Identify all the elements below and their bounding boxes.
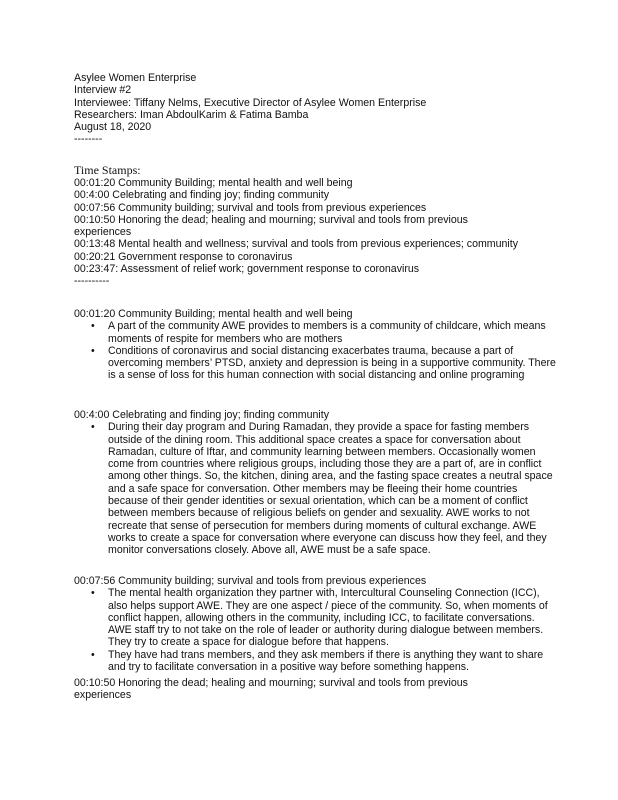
section-heading: 00:07:56 Community building; survival and tools from previous experiences [74,575,427,587]
interview-date: August 18, 2020 [74,121,152,134]
bullet-item: • During their day program and During Ramadan, they provide a space for fasting members outside of the dining room. This additional space creates a space for conversation about Ramadan, culture of Iftar, and community learning between members. Occasionally women come from countries where religious groups, including those they are a part of, are in conflict among other things. So, the kitchen, dining area, and the fasting space creates a neutral space and a safe space for conversation. Other members may be fleeing their home countries because of their gender identities or sexual orientation, which can be a moment of conflict between members because of religious beliefs on gender and sexuality. AWE works to not recreate that sense of persecution for members during moments of cultural exchange. AWE works to create a space for conversation where everyone can discuss how they feel, and they monitor conversations closely. Above all, AWE must be a safe space. [74,421,560,556]
bullet-list [74,587,554,673]
header-divider: -------- [74,133,103,146]
timestamps-section [74,164,554,288]
interview-number: Interview #2 [74,84,132,97]
section-honoring-dead [74,677,554,702]
section-heading: 00:4:00 Celebrating and finding joy; finding community [74,409,329,421]
timestamp-item: 00:10:50 Honoring the dead; healing and mourning; survival and tools from previous [74,213,468,226]
bullet-list [74,421,554,556]
timestamp-item: 00:01:20 Community Building; mental health and well being [74,177,353,189]
timestamps-title: Time Stamps: [74,163,141,177]
section-heading: 00:01:20 Community Building; mental health and well being [74,308,353,320]
timestamp-item: 00:20:21 Government response to coronavirus [74,250,293,263]
bullet-item: • A part of the community AWE provides to members is a community of childcare, which means moments of respite for members who are mothers [74,320,560,345]
bullet-list [74,320,554,381]
bullet-item: • Conditions of coronavirus and social distancing exacerbates trauma, because a part of overcoming members’ PTSD, anxiety and depression is being in a supportive community. There is a sense of loss for this human connection with social distancing and online programing [74,345,560,382]
timestamp-item: 00:13:48 Mental health and wellness; survival and tools from previous experiences; community [74,238,518,251]
timestamp-item: 00:07:56 Community building; survival and tools from previous experiences [74,201,427,214]
timestamp-item: 00:4:00 Celebrating and finding joy; finding community [74,189,329,202]
section-survival-tools [74,575,554,673]
org-name: Asylee Women Enterprise [74,72,197,84]
interviewee: Interviewee: Tiffany Nelms, Executive Director of Asylee Women Enterprise [74,96,427,109]
section-celebrating-joy [74,409,554,557]
timestamp-item: 00:23:47: Assessment of relief work; government response to coronavirus [74,263,420,276]
section-heading-line: 00:10:50 Honoring the dead; healing and mourning; survival and tools from previous [74,677,468,689]
section-community-building [74,308,554,382]
timestamp-item: experiences [74,226,132,239]
bullet-item: • The mental health organization they partner with, Intercultural Counseling Connection (ICC), also helps support AWE. They are one aspect / piece of the community. So, when moments of conflict happen, allowing others in the community, including ICC, to facilitate conversations. AWE staff try to not take on the role of leader or authority during dialogue between members. They try to create a space for dialogue before that happens. [74,587,560,648]
document-header [74,72,554,146]
timestamps-divider: ---------- [74,275,110,288]
researchers: Researchers: Iman AbdoulKarim & Fatima Bamba [74,108,309,121]
section-heading-line: experiences [74,689,132,702]
bullet-item: • They have had trans members, and they ask members if there is anything they want to share and try to facilitate conversation in a positive way before something happens. [74,649,560,674]
